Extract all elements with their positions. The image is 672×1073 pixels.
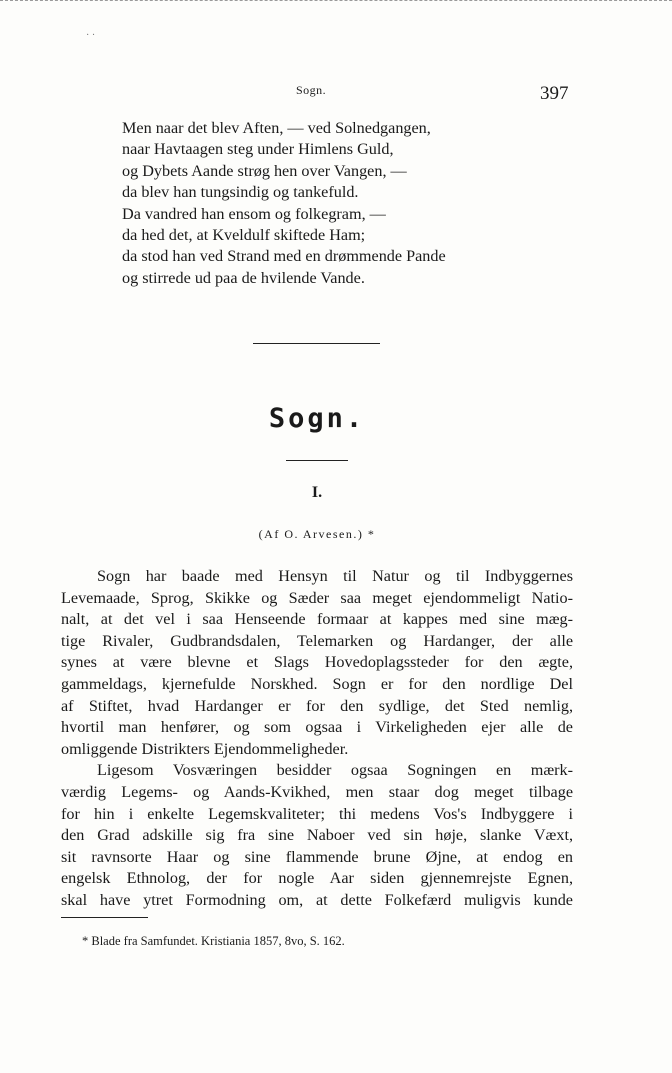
poem-line: da hed det, at Kveldulf skiftede Ham; (122, 226, 366, 245)
body-line: Levemaade, Sprog, Skikke og Sæder saa meget ejendommeligt Natio- (61, 588, 573, 607)
poem-line: Da vandred han ensom og folkegram, — (122, 204, 386, 223)
body-line: nalt, at det vel i saa Henseende formaar at kappes med sine mæg- (61, 610, 573, 629)
body-line: synes at være blevne et Slags Hovedoplagssteder for den ægte, (61, 653, 573, 672)
title-divider (286, 460, 348, 461)
poem-line: Men naar det blev Aften, — ved Solnedgangen, (122, 119, 431, 137)
body-line: sit ravnsorte Haar og sine flammende brune Øjne, at endog en (61, 847, 573, 866)
body-line: tige Rivaler, Gudbrandsdalen, Telemarken og Hardanger, der alle (61, 631, 573, 650)
body-line: hvortil man henfører, og som ogsaa i Virkeligheden ejer alle de (61, 718, 573, 737)
footnote-rule (61, 917, 148, 918)
poem-line: og stirrede ud paa de hvilende Vande. (122, 268, 365, 287)
body-line: engelsk Ethnolog, der for nogle Aar siden gjennemrejste Egnen, (61, 869, 573, 888)
body-line: værdig Legems- og Aands-Kvikhed, men staar dog meget tilbage (61, 782, 573, 801)
article-title: Sogn. (268, 403, 366, 434)
page-number: 397 (540, 83, 569, 104)
poem-line: og Dybets Aande strøg hen over Vangen, — (122, 161, 407, 180)
body-text (61, 566, 573, 912)
running-title: Sogn. (296, 83, 327, 97)
poem-line: naar Havtaagen steg under Himlens Guld, (122, 140, 394, 159)
print-specks: · · (86, 30, 96, 41)
section-divider (253, 343, 380, 344)
body-line: for hin i enkelte Legemskvaliteter; thi medens Vos's Indbyggere i (61, 804, 573, 823)
author-byline: (Af O. Arvesen.) * (258, 527, 376, 541)
page-edge-rule (0, 0, 672, 4)
body-line: af Stiftet, hvad Hardanger er for den sydlige, det Sted nemlig, (61, 696, 573, 715)
body-line: gammeldags, kjernefulde Norskhed. Sogn er for den nordlige Del (61, 674, 573, 693)
body-line: Sogn har baade med Hensyn til Natur og til Indbyggernes (97, 567, 573, 585)
body-line: Ligesom Vosværingen besidder ogsaa Sogningen en mærk- (97, 761, 573, 780)
footnote: * Blade fra Samfundet. Kristiania 1857, 8vo, S. 162. (82, 934, 345, 948)
poem-line: da stod han ved Strand med en drømmende Pande (122, 247, 446, 266)
section-number: I. (311, 484, 323, 501)
body-line: den Grad adskille sig fra sine Naboer ved sin høje, slanke Væxt, (61, 826, 573, 845)
poem-stanza (122, 118, 542, 289)
poem-line: da blev han tungsindig og tankefuld. (122, 183, 359, 202)
body-line: skal have ytret Formodning om, at dette Folkefærd muligvis kunde (61, 890, 573, 909)
body-line: omliggende Distrikters Ejendommeligheder. (61, 739, 349, 758)
